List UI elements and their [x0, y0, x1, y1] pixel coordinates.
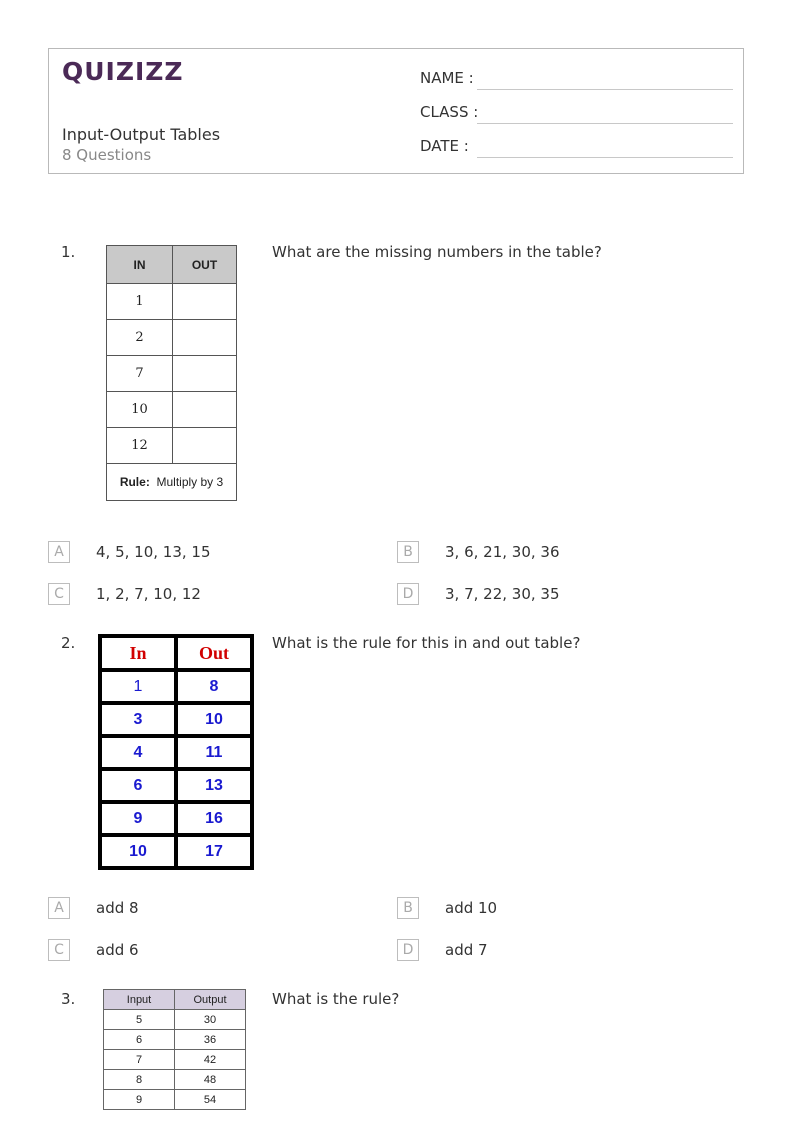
question-3-text: What is the rule? [272, 990, 400, 1008]
question-3-table [103, 989, 246, 1110]
table-cell: 1 [100, 670, 176, 703]
table-cell: 1 [107, 284, 173, 320]
question-1-number: 1. [61, 243, 76, 261]
option-c-box[interactable]: C [48, 583, 70, 605]
table-row [100, 703, 252, 736]
class-label: CLASS : [420, 103, 479, 121]
question-2-table [98, 634, 254, 870]
table-cell: 6 [104, 1030, 175, 1050]
worksheet-header [48, 48, 744, 174]
table-cell: 36 [175, 1030, 246, 1050]
table-cell: 54 [175, 1090, 246, 1110]
option-b-box[interactable]: B [397, 897, 419, 919]
table-cell: 17 [176, 835, 252, 868]
date-label: DATE : [420, 137, 469, 155]
table-cell-empty [173, 428, 237, 464]
table-cell: 30 [175, 1010, 246, 1030]
table-row [104, 1090, 246, 1110]
table-cell-empty [173, 356, 237, 392]
table-header-out: OUT [173, 246, 237, 284]
table-header-in: IN [107, 246, 173, 284]
table-cell: 8 [104, 1070, 175, 1090]
question-2-number: 2. [61, 634, 76, 652]
table-header-in: In [100, 636, 176, 670]
question-1-table [106, 245, 237, 501]
table-cell: 16 [176, 802, 252, 835]
table-row [100, 835, 252, 868]
table-cell: 5 [104, 1010, 175, 1030]
option-a-text[interactable]: add 8 [96, 899, 139, 917]
table-cell: 9 [104, 1090, 175, 1110]
class-line[interactable] [477, 123, 733, 124]
option-a-box[interactable]: A [48, 541, 70, 563]
rule-text: Multiply by 3 [156, 475, 224, 489]
table-cell: 7 [104, 1050, 175, 1070]
table-header-output: Output [175, 990, 246, 1010]
table-row [104, 1010, 246, 1030]
table-rule [107, 464, 237, 501]
table-cell: 3 [100, 703, 176, 736]
table-row [107, 356, 237, 392]
table-row [107, 428, 237, 464]
option-d-box[interactable]: D [397, 939, 419, 961]
option-b-text[interactable]: 3, 6, 21, 30, 36 [445, 543, 560, 561]
option-d-text[interactable]: 3, 7, 22, 30, 35 [445, 585, 560, 603]
table-row [104, 1030, 246, 1050]
table-cell-empty [173, 392, 237, 428]
date-line[interactable] [477, 157, 733, 158]
quizizz-logo: QUIZIZZ [62, 57, 184, 86]
table-row [100, 736, 252, 769]
option-c-text[interactable]: 1, 2, 7, 10, 12 [96, 585, 201, 603]
table-cell: 6 [100, 769, 176, 802]
option-d-text[interactable]: add 7 [445, 941, 488, 959]
table-cell: 7 [107, 356, 173, 392]
table-cell-empty [173, 284, 237, 320]
table-cell: 8 [176, 670, 252, 703]
table-header-out: Out [176, 636, 252, 670]
table-row [100, 670, 252, 703]
worksheet-title: Input-Output Tables [62, 125, 221, 144]
option-d-box[interactable]: D [397, 583, 419, 605]
question-1-text: What are the missing numbers in the table? [272, 243, 602, 261]
table-row [107, 284, 237, 320]
table-cell: 13 [176, 769, 252, 802]
rule-label: Rule: [119, 475, 150, 489]
option-a-text[interactable]: 4, 5, 10, 13, 15 [96, 543, 211, 561]
table-cell: 10 [100, 835, 176, 868]
table-row [104, 1070, 246, 1090]
name-line[interactable] [477, 89, 733, 90]
table-row [100, 802, 252, 835]
table-cell: 10 [176, 703, 252, 736]
name-label: NAME : [420, 69, 474, 87]
table-cell-empty [173, 320, 237, 356]
table-cell: 10 [107, 392, 173, 428]
table-cell: 2 [107, 320, 173, 356]
question-count: 8 Questions [62, 146, 152, 164]
option-c-text[interactable]: add 6 [96, 941, 139, 959]
table-cell: 42 [175, 1050, 246, 1070]
table-cell: 48 [175, 1070, 246, 1090]
table-row [104, 1050, 246, 1070]
question-3-number: 3. [61, 990, 76, 1008]
table-cell: 11 [176, 736, 252, 769]
table-row [107, 320, 237, 356]
table-row [107, 392, 237, 428]
option-b-text[interactable]: add 10 [445, 899, 498, 917]
table-row [100, 769, 252, 802]
option-c-box[interactable]: C [48, 939, 70, 961]
table-cell: 4 [100, 736, 176, 769]
table-cell: 9 [100, 802, 176, 835]
option-b-box[interactable]: B [397, 541, 419, 563]
table-header-input: Input [104, 990, 175, 1010]
question-2-text: What is the rule for this in and out table? [272, 634, 581, 652]
table-cell: 12 [107, 428, 173, 464]
option-a-box[interactable]: A [48, 897, 70, 919]
